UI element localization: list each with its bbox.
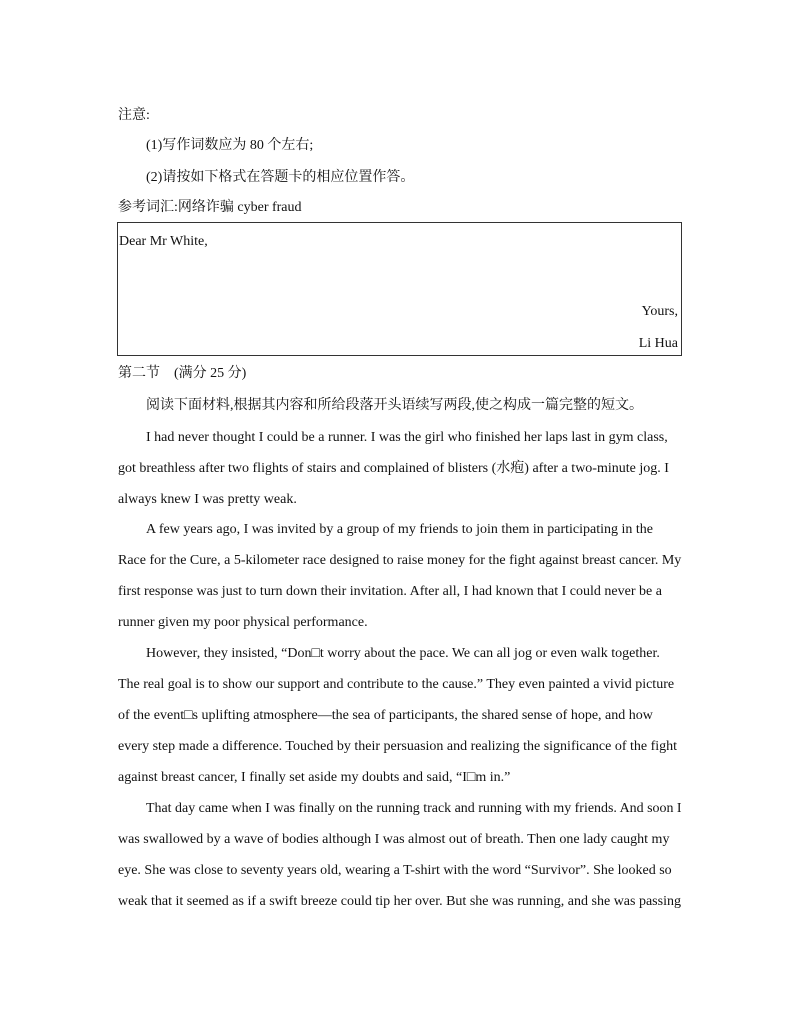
passage-line: However, they insisted, “Don□t worry about the pace. We can all jog or even walk together. (146, 646, 660, 661)
letter-greeting: Dear Mr White, (119, 234, 208, 249)
passage-line: first response was just to turn down their invitation. After all, I had known that I could never be a (118, 584, 662, 599)
letter-template-box (117, 222, 682, 356)
passage-line: always knew I was pretty weak. (118, 492, 297, 507)
passage-line: That day came when I was finally on the running track and running with my friends. And soon I (146, 801, 682, 816)
letter-closing: Yours, (641, 304, 678, 319)
note-item-2: (2)请按如下格式在答题卡的相应位置作答。 (146, 170, 415, 185)
passage-line: against breast cancer, I finally set aside my doubts and said, “I□m in.” (118, 770, 511, 785)
passage-line: Race for the Cure, a 5-kilometer race designed to raise money for the fight against breast cancer. My (118, 553, 682, 568)
notes-heading: 注意: (118, 108, 150, 123)
passage-line: weak that it seemed as if a swift breeze could tip her over. But she was running, and she was passing (118, 894, 681, 909)
passage-line: A few years ago, I was invited by a group of my friends to join them in participating in the (146, 522, 653, 537)
vocab-reference: 参考词汇:网络诈骗 cyber fraud (118, 200, 302, 215)
passage-line: eye. She was close to seventy years old, wearing a T-shirt with the word “Survivor”. She looked so (118, 863, 672, 878)
passage-line: of the event□s uplifting atmosphere—the sea of participants, the shared sense of hope, and how (118, 708, 653, 723)
passage-line: every step made a difference. Touched by their persuasion and realizing the significance of the fight (118, 739, 678, 754)
passage-line: got breathless after two flights of stairs and complained of blisters (水疱) after a two-minute jog. I (118, 461, 669, 476)
passage-line: was swallowed by a wave of bodies although I was almost out of breath. Then one lady caught my (118, 832, 670, 847)
note-item-1: (1)写作词数应为 80 个左右; (146, 138, 314, 153)
letter-signature: Li Hua (638, 336, 678, 351)
section-instruction: 阅读下面材料,根据其内容和所给段落开头语续写两段,使之构成一篇完整的短文。 (146, 398, 643, 413)
section-heading: 第二节 (满分 25 分) (118, 366, 247, 381)
passage-line: The real goal is to show our support and contribute to the cause.” They even painted a vivid picture (118, 677, 675, 692)
passage-line: runner given my poor physical performance. (118, 615, 368, 630)
passage-line: I had never thought I could be a runner. I was the girl who finished her laps last in gym class, (146, 430, 668, 445)
